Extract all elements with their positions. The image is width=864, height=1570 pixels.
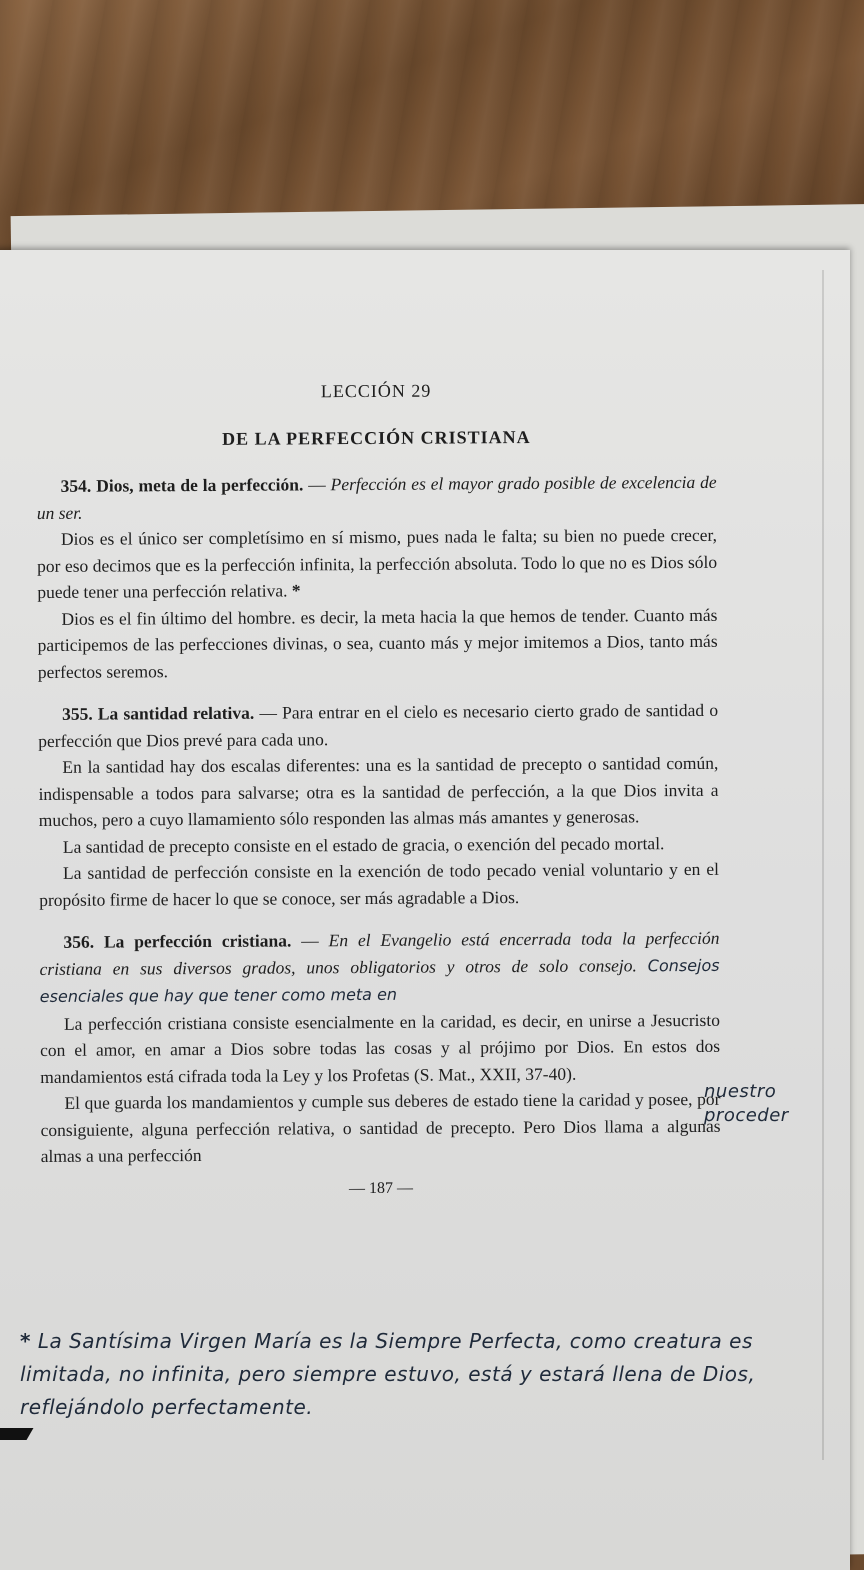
section-355-para-3: La santidad de perfección consiste en la exención de todo pecado venial voluntario y en el propósito firme de hacer lo que se conoce, ser más agradable a Dios.: [39, 858, 720, 910]
section-definition: Para entrar en el cielo es necesario cierto grado de santidad o perfección que Dios prevé para cada uno.: [38, 699, 719, 751]
section-354-para-2: Dios es el fin último del hombre. es decir, la meta hacia la que hemos de tender. Cuanto más participemos de las perfecciones divinas, o sea, cuanto más y mejor imitemos a Dios, tanto más perfectos seremos.: [37, 604, 718, 682]
handwritten-margin-note: nuestro proceder: [704, 1081, 789, 1126]
footnote-star-mark: *: [20, 1329, 31, 1353]
handwritten-footnote: [20, 1325, 840, 1424]
section-number: 356.: [63, 931, 95, 952]
section-definition: Perfección es el mayor grado posible de excelencia de un ser.: [36, 471, 717, 523]
section-number: 354.: [60, 475, 92, 496]
section-number: 355.: [61, 703, 93, 724]
section-355-para-1: En la santidad hay dos escalas diferentes: una es la santidad de precepto o santidad común, indispensable a todos para salvarse; otra es la santidad de perfección, a la que Dios invita a muchos, pero a cuyo llamamiento sólo responden las almas más amantes y generosas.: [38, 752, 719, 830]
handwritten-inline-note: Consejos esenciales que hay que tener como meta en: [39, 955, 720, 1006]
section-356: [39, 925, 720, 1170]
page-number: — 187 —: [348, 1179, 413, 1197]
page-edge-line: [822, 270, 824, 1460]
chapter-title: DE LA PERFECCIÓN CRISTIANA: [222, 426, 531, 449]
paragraph-text: Dios es el único ser completísimo en sí mismo, pues nada le falta; su bien no puede crecer, por eso decimos que es la perfección infinita, la perfección absoluta. Todo lo que no es Dios sólo puede tener una perfección relativa.: [37, 524, 718, 602]
section-355-lead: [38, 697, 718, 754]
section-356-para-1: La perfección cristiana consiste esencialmente en la caridad, es decir, en unirse a Jesucristo con el amor, en amar a Dios sobre todas las cosas y al prójimo por Dios. En estos dos mandamientos está cifrada toda la Ley y los Profetas (S. Mat., XXII, 37-40).: [40, 1009, 721, 1087]
lesson-title: LECCIÓN 29: [320, 380, 432, 402]
section-heading: La santidad relativa.: [97, 702, 255, 724]
section-heading: La perfección cristiana.: [103, 930, 292, 952]
handwritten-star-mark: *: [291, 580, 301, 601]
section-definition: En el Evangelio está encerrada toda la perfección cristiana en sus diversos grados, unos obligatorios y otros de solo consejo.: [39, 927, 720, 979]
section-dash: —: [254, 702, 283, 723]
page-text-block: [36, 376, 721, 1204]
section-355: [38, 697, 719, 913]
section-dash: —: [291, 930, 329, 951]
section-356-para-2: El que guarda los mandamientos y cumple sus deberes de estado tiene la caridad y posee, por consiguiente, alguna perfección relativa, o santidad de precepto. Pero Dios llama a algunas almas a una perfección: [40, 1088, 721, 1166]
section-dash: —: [303, 474, 331, 495]
section-356-lead: [39, 925, 719, 1011]
section-355-para-2: La santidad de precepto consiste en el estado de gracia, o exención del pecado mortal.: [62, 832, 665, 857]
section-354-lead: [37, 469, 717, 526]
footnote-text: La Santísima Virgen María es la Siempre Perfecta, como creatura es limitada, no infinita, pero siempre estuvo, está y estará llena de Dios, reflejándolo perfectamente.: [20, 1329, 756, 1419]
section-heading: Dios, meta de la perfección.: [96, 474, 304, 496]
section-354-para-1: [37, 522, 717, 606]
section-354: [37, 469, 718, 685]
